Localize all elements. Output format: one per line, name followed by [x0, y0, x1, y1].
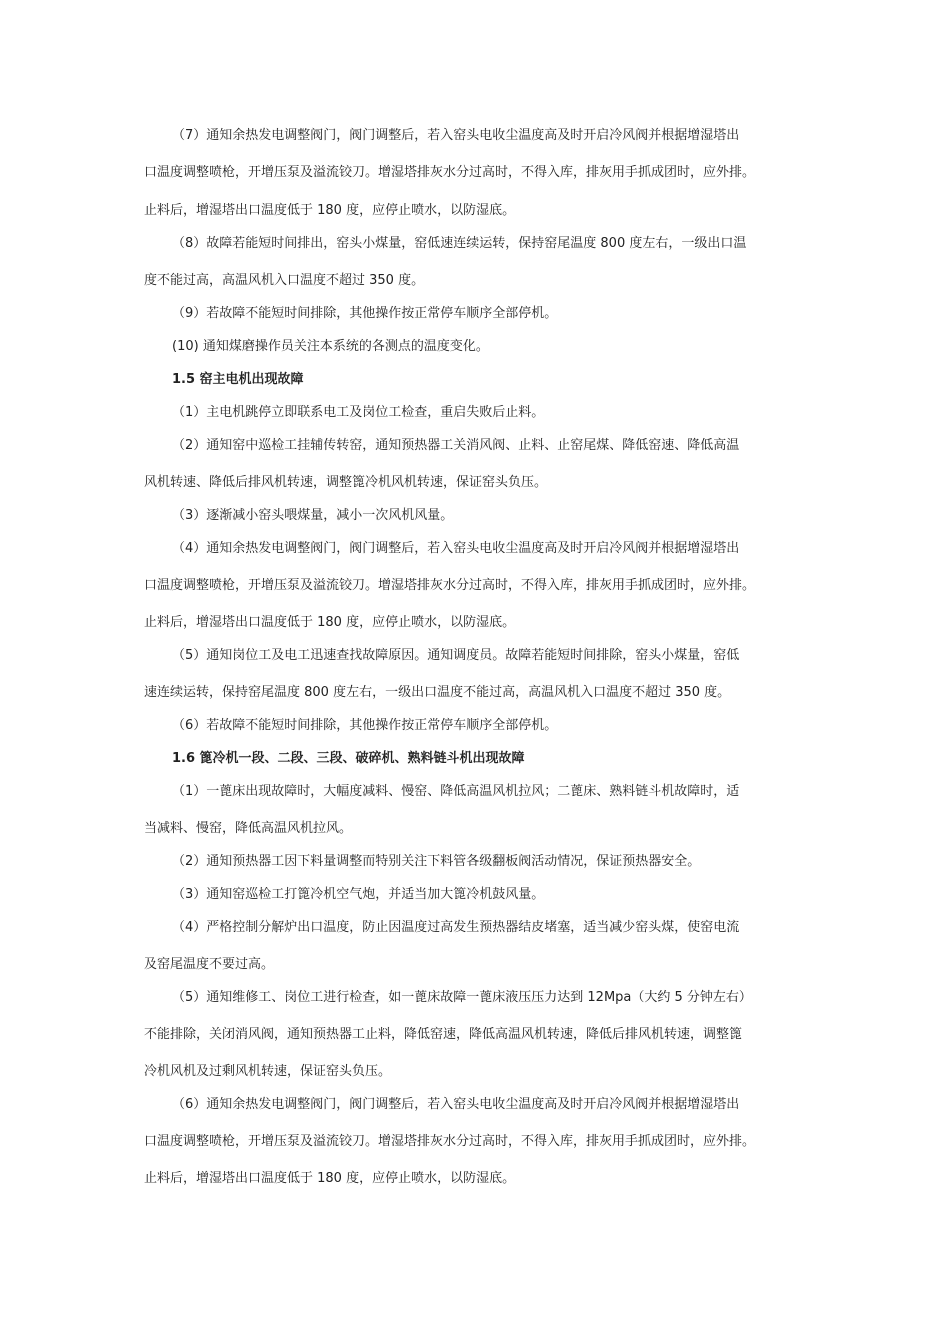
section-heading: 1.6 篦冷机一段、二段、三段、破碎机、熟料链斗机出现故障 [172, 751, 525, 766]
paragraph-line: 口温度调整喷枪，开增压泵及溢流铰刀。增湿塔排灰水分过高时，不得入库，排灰用手抓成团时，应外排。 [144, 578, 756, 593]
paragraph-line: 口温度调整喷枪，开增压泵及溢流铰刀。增湿塔排灰水分过高时，不得入库，排灰用手抓成团时，应外排。 [144, 165, 756, 180]
paragraph-line: 当减料、慢窑，降低高温风机拉风。 [144, 821, 353, 836]
paragraph-line: （8）故障若能短时间排出，窑头小煤量，窑低速连续运转，保持窑尾温度 800 度左右，一级出口温 [172, 236, 747, 251]
paragraph-line: (10) 通知煤磨操作员关注本系统的各测点的温度变化。 [172, 339, 489, 354]
section-heading: 1.5 窑主电机出现故障 [172, 372, 304, 387]
paragraph-line: （1）主电机跳停立即联系电工及岗位工检查，重启失败后止料。 [172, 405, 545, 420]
paragraph-line: 度不能过高，高温风机入口温度不超过 350 度。 [144, 273, 425, 288]
paragraph-line: （7）通知余热发电调整阀门，阀门调整后，若入窑头电收尘温度高及时开启冷风阀并根据增湿塔出 [172, 128, 740, 143]
paragraph-line: （2）通知窑中巡检工挂辅传转窑，通知预热器工关消风阀、止料、止窑尾煤、降低窑速、降低高温 [172, 438, 740, 453]
paragraph-line: 口温度调整喷枪，开增压泵及溢流铰刀。增湿塔排灰水分过高时，不得入库，排灰用手抓成团时，应外排。 [144, 1134, 756, 1149]
paragraph-line: 止料后，增湿塔出口温度低于 180 度，应停止喷水，以防湿底。 [144, 615, 516, 630]
paragraph-line: （9）若故障不能短时间排除，其他操作按正常停车顺序全部停机。 [172, 306, 558, 321]
paragraph-line: （1）一蓖床出现故障时，大幅度减料、慢窑、降低高温风机拉风；二蓖床、熟料链斗机故障时，适 [172, 784, 740, 799]
paragraph-line: 冷机风机及过剩风机转速，保证窑头负压。 [144, 1064, 392, 1079]
paragraph-line: （4）通知余热发电调整阀门，阀门调整后，若入窑头电收尘温度高及时开启冷风阀并根据增湿塔出 [172, 541, 740, 556]
paragraph-line: （4）严格控制分解炉出口温度，防止因温度过高发生预热器结皮堵塞，适当减少窑头煤，使窑电流 [172, 920, 740, 935]
paragraph-line: 及窑尾温度不要过高。 [144, 957, 275, 972]
paragraph-line: （2）通知预热器工因下料量调整而特别关注下料管各级翻板阀活动情况，保证预热器安全。 [172, 854, 701, 869]
paragraph-line: （3）逐渐减小窑头喂煤量，减小一次风机风量。 [172, 508, 454, 523]
paragraph-line: 速连续运转，保持窑尾温度 800 度左右，一级出口温度不能过高，高温风机入口温度不超过 350 度。 [144, 685, 731, 700]
paragraph-line: 风机转速、降低后排风机转速，调整篦冷机风机转速，保证窑头负压。 [144, 475, 548, 490]
paragraph-line: （5）通知岗位工及电工迅速查找故障原因。通知调度员。故障若能短时间排除，窑头小煤量，窑低 [172, 648, 740, 663]
paragraph-line: 止料后，增湿塔出口温度低于 180 度，应停止喷水，以防湿底。 [144, 203, 516, 218]
paragraph-line: 不能排除，关闭消风阀，通知预热器工止料，降低窑速，降低高温风机转速，降低后排风机转速，调整篦 [144, 1027, 743, 1042]
paragraph-line: （6）通知余热发电调整阀门，阀门调整后，若入窑头电收尘温度高及时开启冷风阀并根据增湿塔出 [172, 1097, 740, 1112]
paragraph-line: （6）若故障不能短时间排除，其他操作按正常停车顺序全部停机。 [172, 718, 558, 733]
paragraph-line: 止料后，增湿塔出口温度低于 180 度，应停止喷水，以防湿底。 [144, 1171, 516, 1186]
paragraph-line: （5）通知维修工、岗位工进行检查，如一蓖床故障一蓖床液压压力达到 12Mpa（大约 5 分钟左右） [172, 990, 752, 1005]
paragraph-line: （3）通知窑巡检工打篦冷机空气炮，并适当加大篦冷机鼓风量。 [172, 887, 545, 902]
